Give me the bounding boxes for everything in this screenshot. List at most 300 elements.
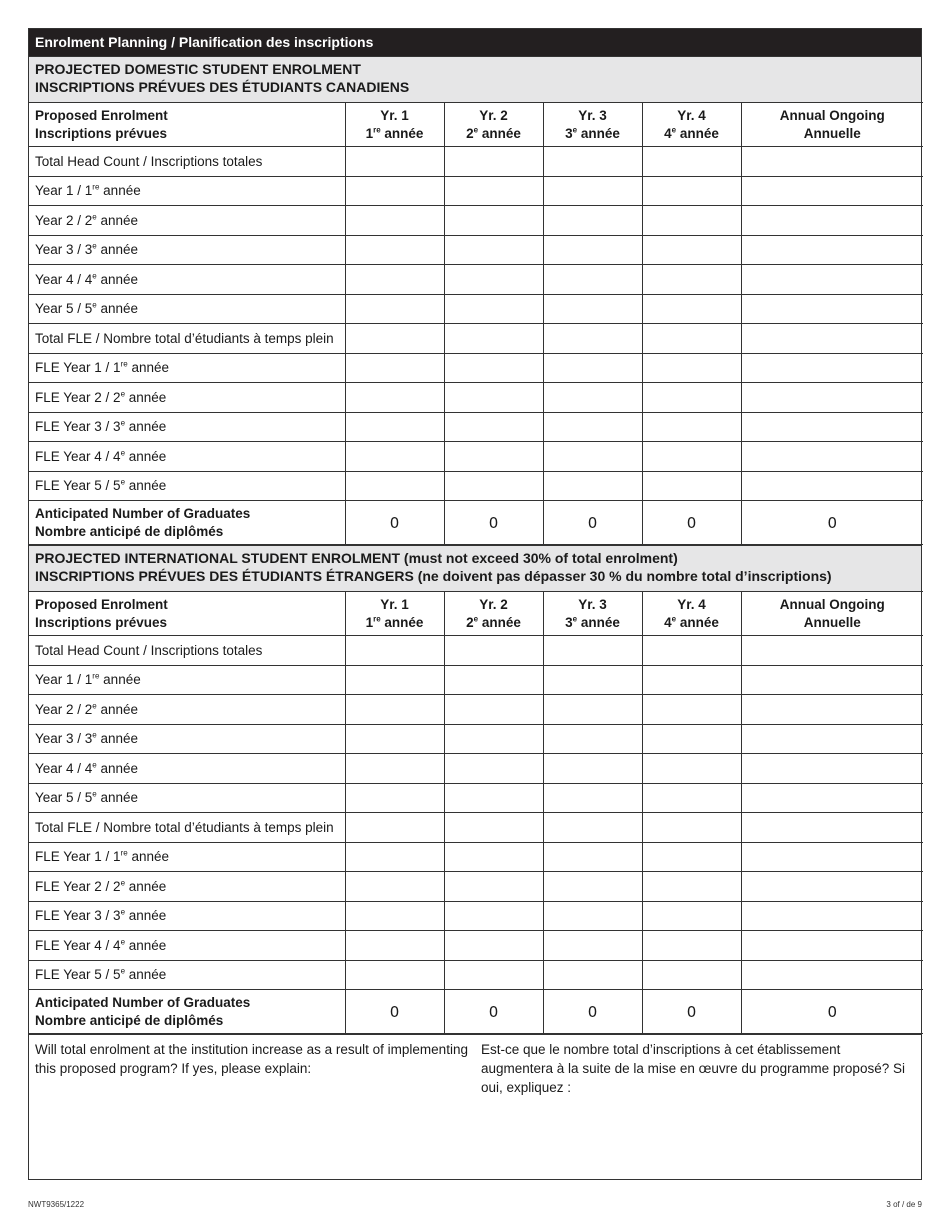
row-label-suffix: année <box>99 183 141 199</box>
enrolment-input-cell[interactable] <box>543 442 642 472</box>
row-label-suffix: année <box>96 731 139 747</box>
enrolment-input-cell[interactable] <box>345 872 444 902</box>
row-label-suffix: année <box>96 271 139 287</box>
enrolment-input-cell[interactable] <box>642 695 741 725</box>
header-year-column <box>345 103 444 147</box>
header-col-fr-text: année <box>679 125 719 141</box>
table-row <box>29 695 923 725</box>
row-label-text: Year 4 / 4 <box>35 760 93 776</box>
row-label-text: FLE Year 5 / 5 <box>35 478 121 494</box>
header-col-fr <box>445 125 543 143</box>
graduates-value-cell[interactable]: 0 <box>345 990 444 1034</box>
enrolment-input-cell[interactable] <box>444 842 543 872</box>
header-col-fr <box>445 614 543 632</box>
enrolment-input-cell[interactable] <box>642 176 741 206</box>
enrolment-input-cell[interactable] <box>543 294 642 324</box>
enrolment-input-cell[interactable] <box>741 842 923 872</box>
form-title: Enrolment Planning / Planification des inscriptions <box>29 29 921 56</box>
graduates-value-cell[interactable]: 0 <box>444 501 543 545</box>
enrolment-input-cell[interactable] <box>642 206 741 236</box>
enrolment-input-cell[interactable] <box>345 665 444 695</box>
enrolment-input-cell[interactable] <box>642 471 741 501</box>
row-label-suffix: année <box>125 448 167 464</box>
header-col-fr <box>346 614 444 632</box>
table-row <box>29 442 923 472</box>
enrolment-input-cell[interactable] <box>741 724 923 754</box>
header-col-fr <box>742 614 924 632</box>
row-label-text: Year 3 / 3 <box>35 731 93 747</box>
header-col-sup: re <box>373 614 381 623</box>
enrolment-input-cell[interactable] <box>345 294 444 324</box>
header-col-num: 3 <box>565 614 573 630</box>
row-label <box>29 206 345 236</box>
enrolment-input-cell[interactable] <box>741 324 923 354</box>
graduates-label <box>29 501 345 545</box>
header-col-fr <box>544 614 642 632</box>
enrolment-input-cell[interactable] <box>642 665 741 695</box>
header-col-num: 4 <box>664 125 672 141</box>
row-label-text: Year 2 / 2 <box>35 212 93 228</box>
row-label <box>29 842 345 872</box>
enrolment-input-cell[interactable] <box>642 294 741 324</box>
section-heading-fr: INSCRIPTIONS PRÉVUES DES ÉTUDIANTS CANADIENS <box>35 79 410 95</box>
enrolment-input-cell[interactable] <box>543 412 642 442</box>
row-label-sup: e <box>92 241 97 251</box>
row-label-text: FLE Year 3 / 3 <box>35 419 121 435</box>
enrolment-input-cell[interactable] <box>741 754 923 784</box>
header-col-fr-text: année <box>679 614 719 630</box>
enrolment-input-cell[interactable] <box>345 324 444 354</box>
row-label-suffix: année <box>96 790 139 806</box>
enrolment-input-cell[interactable] <box>345 412 444 442</box>
enrolment-input-cell[interactable] <box>345 695 444 725</box>
header-col-num: 2 <box>466 614 474 630</box>
enrolment-input-cell[interactable] <box>543 960 642 990</box>
header-col-fr-text: année <box>481 614 521 630</box>
section-heading <box>29 545 921 591</box>
row-label <box>29 147 345 177</box>
row-label-suffix: année <box>96 701 139 717</box>
header-col-num: 4 <box>664 614 672 630</box>
row-label-text: FLE Year 1 / 1 <box>35 360 121 376</box>
row-label <box>29 783 345 813</box>
enrolment-input-cell[interactable] <box>345 353 444 383</box>
row-label-suffix: année <box>99 672 141 688</box>
table-row <box>29 813 923 843</box>
enrolment-input-cell[interactable] <box>444 294 543 324</box>
row-label-text: Year 5 / 5 <box>35 301 93 317</box>
header-col-fr-text: année <box>580 125 620 141</box>
graduates-value-cell[interactable]: 0 <box>345 501 444 545</box>
graduates-value-cell[interactable]: 0 <box>543 501 642 545</box>
header-label-fr: Inscriptions prévues <box>35 614 168 630</box>
enrolment-input-cell[interactable] <box>444 872 543 902</box>
row-label-sup: e <box>120 418 126 428</box>
table-row <box>29 147 923 177</box>
enrolment-input-cell[interactable] <box>345 960 444 990</box>
enrolment-input-cell[interactable] <box>741 471 923 501</box>
enrolment-input-cell[interactable] <box>444 412 543 442</box>
enrolment-input-cell[interactable] <box>543 754 642 784</box>
enrolment-input-cell[interactable] <box>345 206 444 236</box>
header-col-sup: e <box>671 125 677 134</box>
enrolment-input-cell[interactable] <box>444 206 543 236</box>
enrolment-input-cell[interactable] <box>345 783 444 813</box>
enrolment-input-cell[interactable] <box>543 383 642 413</box>
header-col-fr <box>643 614 741 632</box>
row-label-suffix: année <box>96 212 139 228</box>
row-label-sup: e <box>92 760 97 770</box>
page-number: 3 of / de 9 <box>886 1200 922 1209</box>
enrolment-input-cell[interactable] <box>444 783 543 813</box>
form-id: NWT9365/1222 <box>28 1200 85 1209</box>
table-row <box>29 412 923 442</box>
table-row <box>29 294 923 324</box>
enrolment-input-cell[interactable] <box>642 383 741 413</box>
row-label-suffix: année <box>125 908 167 924</box>
enrolment-input-cell[interactable] <box>642 412 741 442</box>
header-col-en: Annual Ongoing <box>779 596 885 612</box>
enrolment-input-cell[interactable] <box>741 636 923 666</box>
enrolment-input-cell[interactable] <box>741 665 923 695</box>
header-col-fr-text: année <box>384 614 424 630</box>
enrolment-input-cell[interactable] <box>543 665 642 695</box>
enrolment-input-cell[interactable] <box>444 754 543 784</box>
enrolment-input-cell[interactable] <box>741 412 923 442</box>
header-col-fr-text: année <box>580 614 620 630</box>
row-label-suffix: année <box>125 937 167 953</box>
row-label-suffix: année <box>96 301 139 317</box>
enrolment-input-cell[interactable] <box>741 901 923 931</box>
row-label-suffix: année <box>125 478 167 494</box>
question-text-en: Will total enrolment at the institution increase as a result of implementing this proposed program? If yes, please explain: <box>35 1042 468 1076</box>
enrolment-input-cell[interactable] <box>642 813 741 843</box>
header-year-column <box>444 592 543 636</box>
header-label-en: Proposed Enrolment <box>35 596 168 612</box>
table-row <box>29 206 923 236</box>
row-label-sup: e <box>120 937 126 947</box>
enrolment-table <box>29 591 923 1034</box>
table-row <box>29 176 923 206</box>
enrolment-input-cell[interactable] <box>543 636 642 666</box>
row-label-text: FLE Year 4 / 4 <box>35 448 121 464</box>
enrolment-input-cell[interactable] <box>345 842 444 872</box>
enrolment-input-cell[interactable] <box>543 265 642 295</box>
row-label-sup: e <box>120 907 126 917</box>
enrolment-input-cell[interactable] <box>741 147 923 177</box>
enrolment-input-cell[interactable] <box>543 842 642 872</box>
row-label-suffix: année <box>127 360 169 376</box>
enrolment-input-cell[interactable] <box>543 695 642 725</box>
enrolment-form <box>28 28 922 1180</box>
enrolment-input-cell[interactable] <box>345 383 444 413</box>
row-label-sup: re <box>120 359 128 369</box>
graduates-label-fr: Nombre anticipé de diplômés <box>35 523 224 539</box>
enrolment-input-cell[interactable] <box>642 724 741 754</box>
enrolment-input-cell[interactable] <box>543 206 642 236</box>
enrolment-input-cell[interactable] <box>642 442 741 472</box>
enrolment-input-cell[interactable] <box>642 147 741 177</box>
enrolment-input-cell[interactable] <box>444 960 543 990</box>
row-label <box>29 901 345 931</box>
enrolment-input-cell[interactable] <box>345 754 444 784</box>
enrolment-input-cell[interactable] <box>642 931 741 961</box>
row-label-suffix: année <box>125 389 167 405</box>
enrolment-input-cell[interactable] <box>444 324 543 354</box>
table-row <box>29 901 923 931</box>
enrolment-input-cell[interactable] <box>741 383 923 413</box>
header-col-fr <box>643 125 741 143</box>
table-row <box>29 960 923 990</box>
header-col-en: Yr. 3 <box>578 596 607 612</box>
header-col-fr-text: année <box>384 125 424 141</box>
table-row <box>29 872 923 902</box>
enrolment-input-cell[interactable] <box>444 147 543 177</box>
enrolment-input-cell[interactable] <box>444 636 543 666</box>
graduates-row <box>29 990 923 1034</box>
row-label-suffix: année <box>127 849 169 865</box>
row-label-sup: e <box>120 389 126 399</box>
row-label-suffix: année <box>125 967 167 983</box>
enrolment-input-cell[interactable] <box>642 353 741 383</box>
enrolment-input-cell[interactable] <box>741 294 923 324</box>
row-label-sup: re <box>92 671 100 681</box>
enrolment-input-cell[interactable] <box>444 931 543 961</box>
row-label-text: FLE Year 3 / 3 <box>35 908 121 924</box>
table-header-row <box>29 592 923 636</box>
enrolment-input-cell[interactable] <box>642 901 741 931</box>
row-label-text: Year 5 / 5 <box>35 790 93 806</box>
row-label <box>29 665 345 695</box>
header-col-en: Annual Ongoing <box>779 107 885 123</box>
enrolment-input-cell[interactable] <box>741 813 923 843</box>
header-col-en: Yr. 1 <box>380 596 409 612</box>
row-label-sup: e <box>92 730 97 740</box>
enrolment-input-cell[interactable] <box>345 265 444 295</box>
row-label-text: FLE Year 2 / 2 <box>35 878 121 894</box>
header-col-fr <box>346 125 444 143</box>
graduates-label-fr: Nombre anticipé de diplômés <box>35 1012 224 1028</box>
enrolment-input-cell[interactable] <box>444 471 543 501</box>
header-col-fr-text: Annuelle <box>803 614 861 630</box>
row-label-text: FLE Year 5 / 5 <box>35 967 121 983</box>
row-label-suffix: année <box>96 760 139 776</box>
row-label-text: Year 1 / 1 <box>35 672 93 688</box>
header-col-en: Yr. 3 <box>578 107 607 123</box>
enrolment-input-cell[interactable] <box>345 636 444 666</box>
header-year-column <box>444 103 543 147</box>
enrolment-input-cell[interactable] <box>444 176 543 206</box>
enrolment-input-cell[interactable] <box>642 960 741 990</box>
header-col-sup: e <box>572 614 578 623</box>
enrolment-input-cell[interactable] <box>345 813 444 843</box>
enrolment-input-cell[interactable] <box>345 471 444 501</box>
enrolment-input-cell[interactable] <box>642 324 741 354</box>
header-proposed-enrolment <box>29 592 345 636</box>
enrolment-input-cell[interactable] <box>741 442 923 472</box>
header-col-en: Yr. 4 <box>677 596 706 612</box>
enrolment-input-cell[interactable] <box>444 442 543 472</box>
graduates-value-cell[interactable]: 0 <box>543 990 642 1034</box>
enrolment-input-cell[interactable] <box>642 636 741 666</box>
header-year-column <box>642 592 741 636</box>
enrolment-input-cell[interactable] <box>444 695 543 725</box>
header-label-en: Proposed Enrolment <box>35 107 168 123</box>
graduates-label-en: Anticipated Number of Graduates <box>35 505 251 521</box>
graduates-value-cell[interactable]: 0 <box>642 501 741 545</box>
enrolment-input-cell[interactable] <box>543 353 642 383</box>
header-col-sup: e <box>671 614 677 623</box>
enrolment-input-cell[interactable] <box>444 235 543 265</box>
header-col-en: Yr. 2 <box>479 596 508 612</box>
header-label-fr: Inscriptions prévues <box>35 125 168 141</box>
enrolment-input-cell[interactable] <box>741 695 923 725</box>
enrolment-input-cell[interactable] <box>543 872 642 902</box>
graduates-value-cell[interactable]: 0 <box>741 501 923 545</box>
enrolment-input-cell[interactable] <box>444 813 543 843</box>
row-label-sup: re <box>92 182 100 192</box>
enrolment-input-cell[interactable] <box>543 931 642 961</box>
enrolment-input-cell[interactable] <box>642 265 741 295</box>
row-label-sup: re <box>120 848 128 858</box>
table-row <box>29 754 923 784</box>
header-col-num: 3 <box>565 125 573 141</box>
section-heading-en: PROJECTED DOMESTIC STUDENT ENROLMENT <box>35 61 361 77</box>
enrolment-input-cell[interactable] <box>345 724 444 754</box>
enrolment-input-cell[interactable] <box>741 353 923 383</box>
enrolment-input-cell[interactable] <box>741 265 923 295</box>
header-col-num: 1 <box>365 125 374 141</box>
enrolment-input-cell[interactable] <box>444 383 543 413</box>
row-label-sup: e <box>120 966 126 976</box>
enrolment-sections <box>29 56 921 1034</box>
enrolment-input-cell[interactable] <box>543 471 642 501</box>
header-col-sup: e <box>572 125 578 134</box>
table-row <box>29 931 923 961</box>
row-label-sup: e <box>92 300 97 310</box>
section-heading-fr: INSCRIPTIONS PRÉVUES DES ÉTUDIANTS ÉTRANGERS (ne doivent pas dépasser 30 % du nombre total d’inscriptions) <box>35 568 832 584</box>
header-col-num: 1 <box>365 614 374 630</box>
table-row <box>29 324 923 354</box>
row-label-text: Year 2 / 2 <box>35 701 93 717</box>
enrolment-input-cell[interactable] <box>444 353 543 383</box>
row-label <box>29 176 345 206</box>
enrolment-input-cell[interactable] <box>543 235 642 265</box>
enrolment-increase-question[interactable] <box>29 1034 921 1179</box>
graduates-value-cell[interactable]: 0 <box>642 990 741 1034</box>
table-row <box>29 724 923 754</box>
graduates-label-en: Anticipated Number of Graduates <box>35 994 251 1010</box>
row-label-sup: e <box>120 878 126 888</box>
enrolment-input-cell[interactable] <box>642 235 741 265</box>
row-label-text: Total Head Count / Inscriptions totales <box>35 153 263 169</box>
row-label <box>29 324 345 354</box>
table-row <box>29 665 923 695</box>
table-row <box>29 353 923 383</box>
row-label-suffix: année <box>96 242 139 258</box>
row-label-text: Total FLE / Nombre total d’étudiants à temps plein <box>35 819 334 835</box>
row-label <box>29 353 345 383</box>
enrolment-input-cell[interactable] <box>543 324 642 354</box>
enrolment-input-cell[interactable] <box>444 724 543 754</box>
enrolment-input-cell[interactable] <box>444 265 543 295</box>
header-col-en: Yr. 2 <box>479 107 508 123</box>
row-label <box>29 872 345 902</box>
enrolment-input-cell[interactable] <box>642 783 741 813</box>
enrolment-input-cell[interactable] <box>741 783 923 813</box>
enrolment-input-cell[interactable] <box>741 960 923 990</box>
row-label-text: FLE Year 2 / 2 <box>35 389 121 405</box>
header-proposed-enrolment <box>29 103 345 147</box>
row-label-sup: e <box>92 789 97 799</box>
enrolment-input-cell[interactable] <box>345 901 444 931</box>
enrolment-input-cell[interactable] <box>741 872 923 902</box>
enrolment-input-cell[interactable] <box>444 665 543 695</box>
enrolment-input-cell[interactable] <box>741 931 923 961</box>
enrolment-input-cell[interactable] <box>642 872 741 902</box>
header-year-column <box>543 103 642 147</box>
graduates-row <box>29 501 923 545</box>
row-label <box>29 442 345 472</box>
row-label-sup: e <box>92 212 97 222</box>
row-label-text: FLE Year 1 / 1 <box>35 849 121 865</box>
table-row <box>29 265 923 295</box>
table-row <box>29 383 923 413</box>
header-year-column <box>345 592 444 636</box>
enrolment-input-cell[interactable] <box>345 235 444 265</box>
enrolment-input-cell[interactable] <box>543 724 642 754</box>
enrolment-input-cell[interactable] <box>543 176 642 206</box>
graduates-value-cell[interactable]: 0 <box>741 990 923 1034</box>
table-header-row <box>29 103 923 147</box>
enrolment-input-cell[interactable] <box>444 901 543 931</box>
header-col-en: Yr. 4 <box>677 107 706 123</box>
header-col-sup: e <box>473 125 479 134</box>
header-col-fr-text: Annuelle <box>803 125 861 141</box>
enrolment-input-cell[interactable] <box>741 176 923 206</box>
enrolment-input-cell[interactable] <box>642 842 741 872</box>
enrolment-input-cell[interactable] <box>543 813 642 843</box>
enrolment-input-cell[interactable] <box>345 442 444 472</box>
enrolment-input-cell[interactable] <box>741 235 923 265</box>
header-year-column <box>741 592 923 636</box>
table-row <box>29 235 923 265</box>
enrolment-input-cell[interactable] <box>543 783 642 813</box>
enrolment-input-cell[interactable] <box>345 176 444 206</box>
header-year-column <box>543 592 642 636</box>
enrolment-input-cell[interactable] <box>741 206 923 236</box>
enrolment-input-cell[interactable] <box>543 901 642 931</box>
row-label-text: Total FLE / Nombre total d’étudiants à temps plein <box>35 330 334 346</box>
row-label <box>29 960 345 990</box>
row-label-sup: e <box>120 477 126 487</box>
table-row <box>29 783 923 813</box>
row-label-suffix: année <box>125 419 167 435</box>
enrolment-input-cell[interactable] <box>345 931 444 961</box>
question-text-fr: Est-ce que le nombre total d’inscriptions à cet établissement augmentera à la suite de la mise en œuvre du programme proposé? Si oui, expliquez : <box>481 1042 905 1095</box>
enrolment-input-cell[interactable] <box>642 754 741 784</box>
table-row <box>29 471 923 501</box>
header-col-sup: e <box>473 614 479 623</box>
header-year-column <box>741 103 923 147</box>
enrolment-input-cell[interactable] <box>543 147 642 177</box>
graduates-value-cell[interactable]: 0 <box>444 990 543 1034</box>
header-year-column <box>642 103 741 147</box>
row-label <box>29 412 345 442</box>
enrolment-input-cell[interactable] <box>345 147 444 177</box>
row-label <box>29 754 345 784</box>
graduates-label <box>29 990 345 1034</box>
